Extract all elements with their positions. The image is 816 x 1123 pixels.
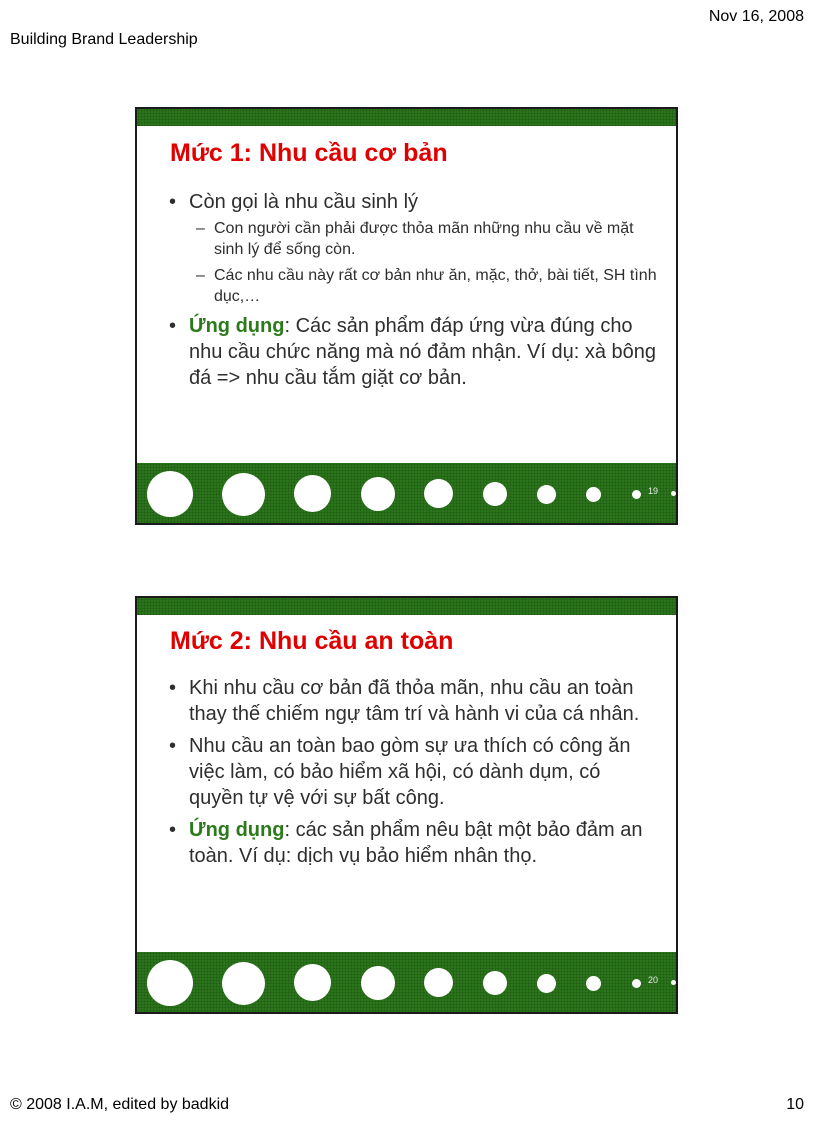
bullet-dot-icon: • xyxy=(169,315,177,337)
bullet-dot-icon: • xyxy=(169,191,177,213)
decor-circle-icon xyxy=(483,482,507,506)
sub-bullet-text: Các nhu cầu này rất cơ bản như ăn, mặc, thở, bài tiết, SH tình dục,… xyxy=(214,267,657,305)
slide-bottom-bar xyxy=(137,952,676,1012)
header-title: Building Brand Leadership xyxy=(10,31,198,48)
bullet-text: Khi nhu cầu cơ bản đã thỏa mãn, nhu cầu an toàn thay thế chiếm ngự tâm trí và hành vi của cá nhân. xyxy=(189,677,640,725)
sub-bullet-item xyxy=(167,218,657,260)
decor-circle-icon xyxy=(361,966,395,1000)
decor-circle-icon xyxy=(671,980,676,985)
bullet-highlight: Ứng dụng xyxy=(189,819,285,841)
footer-page-number: 10 xyxy=(786,1096,804,1113)
slide-number: 20 xyxy=(647,975,658,985)
decor-circle-icon xyxy=(147,471,193,517)
decor-circle-icon xyxy=(294,964,331,1001)
bullet-text: : Các sản phẩm đáp ứng vừa đúng cho nhu cầu chức năng mà nó đảm nhận. Ví dụ: xà bông đá => nhu cầu tắm giặt cơ bản. xyxy=(189,315,657,389)
bullet-item xyxy=(167,189,657,215)
bullet-item xyxy=(167,675,657,727)
slide-number: 19 xyxy=(647,486,658,496)
header-date: Nov 16, 2008 xyxy=(708,8,804,25)
decor-circle-icon xyxy=(294,475,331,512)
slide-content xyxy=(167,189,657,391)
slide-20 xyxy=(135,596,678,1014)
decor-circle-icon xyxy=(361,477,395,511)
decor-circle-icon xyxy=(147,960,193,1006)
decor-circle-icon xyxy=(586,976,601,991)
slide-title: Mức 1: Nhu cầu cơ bản xyxy=(170,139,448,167)
slide-top-bar xyxy=(137,109,676,126)
decor-circle-icon xyxy=(671,491,676,496)
slide-content xyxy=(167,675,657,869)
decor-circle-icon xyxy=(222,473,265,516)
decor-circle-icon xyxy=(424,479,453,508)
slide-top-bar xyxy=(137,598,676,615)
decor-circle-icon xyxy=(537,974,556,993)
dash-icon: – xyxy=(196,220,205,237)
decor-circle-icon xyxy=(483,971,507,995)
bullet-dot-icon: • xyxy=(169,735,177,757)
decor-circle-icon xyxy=(632,979,641,988)
bullet-item xyxy=(167,733,657,811)
bullet-text: : các sản phẩm nêu bật một bảo đảm an toàn. Ví dụ: dịch vụ bảo hiểm nhân thọ. xyxy=(189,819,643,867)
bullet-text: Nhu cầu an toàn bao gòm sự ưa thích có công ăn việc làm, có bảo hiểm xã hội, có dành dụm, có quyền tự vệ với sự bất công. xyxy=(189,735,631,809)
slide-title: Mức 2: Nhu cầu an toàn xyxy=(170,627,454,655)
decor-circle-icon xyxy=(537,485,556,504)
decor-circle-icon xyxy=(222,962,265,1005)
bullet-dot-icon: • xyxy=(169,819,177,841)
bullet-item xyxy=(167,817,657,869)
decor-circle-icon xyxy=(424,968,453,997)
decor-circle-icon xyxy=(632,490,641,499)
slide-19 xyxy=(135,107,678,525)
decor-circle-icon xyxy=(586,487,601,502)
bullet-item xyxy=(167,313,657,391)
footer-copyright: © 2008 I.A.M, edited by badkid xyxy=(10,1096,230,1113)
dash-icon: – xyxy=(196,267,205,284)
sub-bullet-text: Con người cần phải được thỏa mãn những nhu cầu về mặt sinh lý để sống còn. xyxy=(214,220,634,258)
sub-bullet-item xyxy=(167,265,657,307)
bullet-highlight: Ứng dụng xyxy=(189,315,285,337)
bullet-text: Còn gọi là nhu cầu sinh lý xyxy=(189,191,419,213)
slide-bottom-bar xyxy=(137,463,676,523)
bullet-dot-icon: • xyxy=(169,677,177,699)
